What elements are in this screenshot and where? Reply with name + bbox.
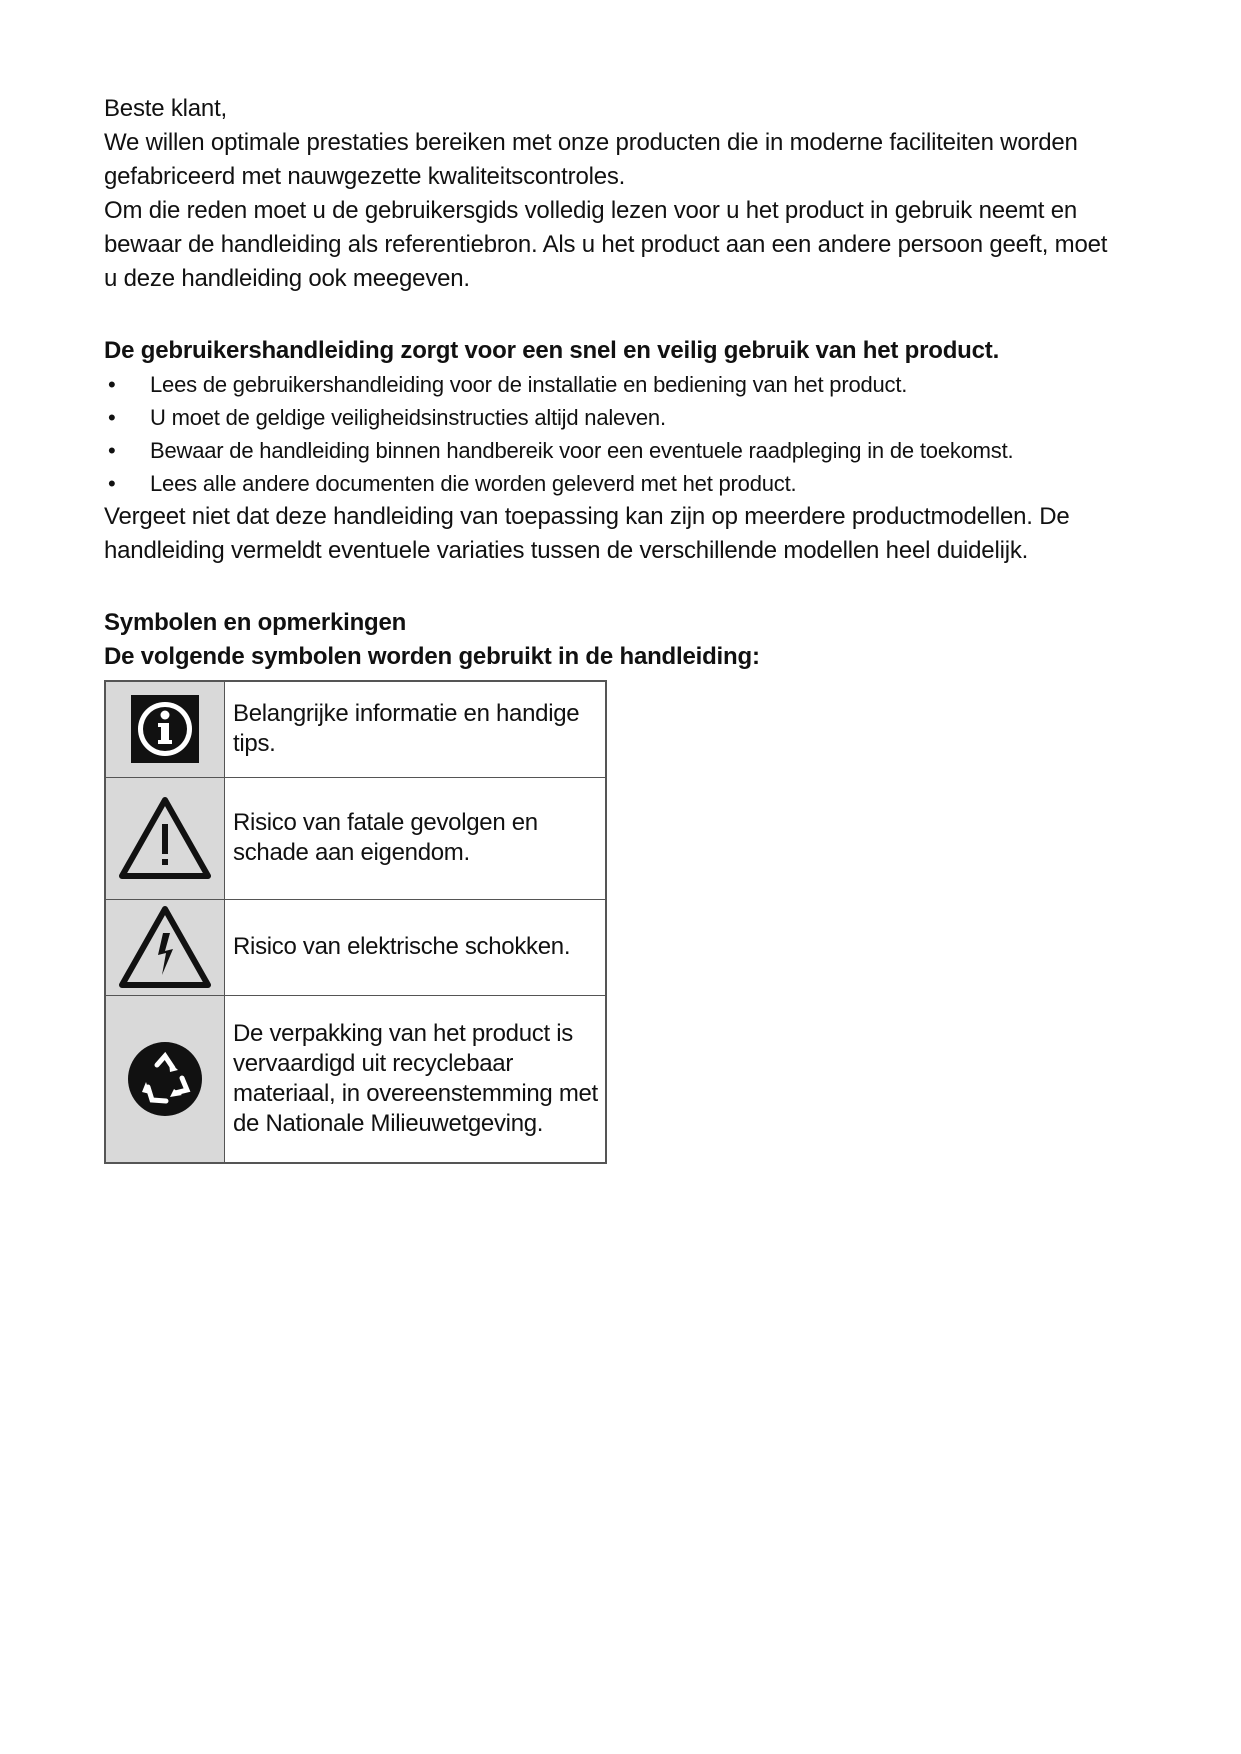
symbols-table [104,680,607,1164]
recycle-icon [126,1040,204,1118]
table-row [105,899,606,995]
guide-heading: De gebruikershandleiding zorgt voor een snel en veilig gebruik van het product. [104,337,1000,364]
intro-paragraph-1: We willen optimale prestaties bereiken met onze producten die in moderne faciliteiten worden gefabriceerd met nauwgezette kwaliteitscontroles. [104,129,1078,190]
symbol-description: Risico van fatale gevolgen en schade aan eigendom. [225,777,607,899]
bullet-text: Lees alle andere documenten die worden geleverd met het product. [150,471,797,496]
list-item [104,368,1124,401]
symbol-description: De verpakking van het product is vervaardigd uit recyclebaar materiaal, in overeenstemming met de Nationale Milieuwetgeving. [225,995,607,1163]
symbols-heading: Symbolen en opmerkingen [104,609,407,636]
bullet-text: Bewaar de handleiding binnen handbereik voor een eventuele raadpleging in de toekomst. [150,438,1014,463]
warning-icon [118,796,212,880]
bullet-glyph: • [108,372,116,397]
table-row [105,681,606,777]
greeting: Beste klant, [104,95,228,122]
intro-paragraph-2: Om die reden moet u de gebruikersgids volledig lezen voor u het product in gebruik neemt en bewaar de handleiding als referentiebron. Als u het product aan een andere persoon geeft, moet u deze handleiding ook meegeven. [104,197,1108,292]
symbols-subheading: De volgende symbolen worden gebruikt in de handleiding: [104,643,760,670]
table-row [105,777,606,899]
icon-cell [105,899,225,995]
bullet-text: Lees de gebruikershandleiding voor de installatie en bediening van het product. [150,372,908,397]
icon-cell [105,777,225,899]
info-icon [131,695,199,763]
symbol-description: Belangrijke informatie en handige tips. [225,681,607,777]
electric-shock-icon [118,905,212,989]
table-row [105,995,606,1163]
list-item [104,434,1124,467]
bullet-glyph: • [108,405,116,430]
bullet-text: U moet de geldige veiligheidsinstructies altijd naleven. [150,405,666,430]
list-item [104,401,1124,434]
list-item [104,467,1124,500]
guide-bullet-list [104,368,1124,500]
icon-cell [105,681,225,777]
bullet-glyph: • [108,438,116,463]
icon-cell [105,995,225,1163]
bullet-glyph: • [108,471,116,496]
guide-note: Vergeet niet dat deze handleiding van toepassing kan zijn op meerdere productmodellen. De handleiding vermeldt eventuele variaties tussen de verschillende modellen heel duidelijk. [104,503,1070,564]
document-page [104,92,1124,1164]
symbol-description: Risico van elektrische schokken. [225,899,607,995]
